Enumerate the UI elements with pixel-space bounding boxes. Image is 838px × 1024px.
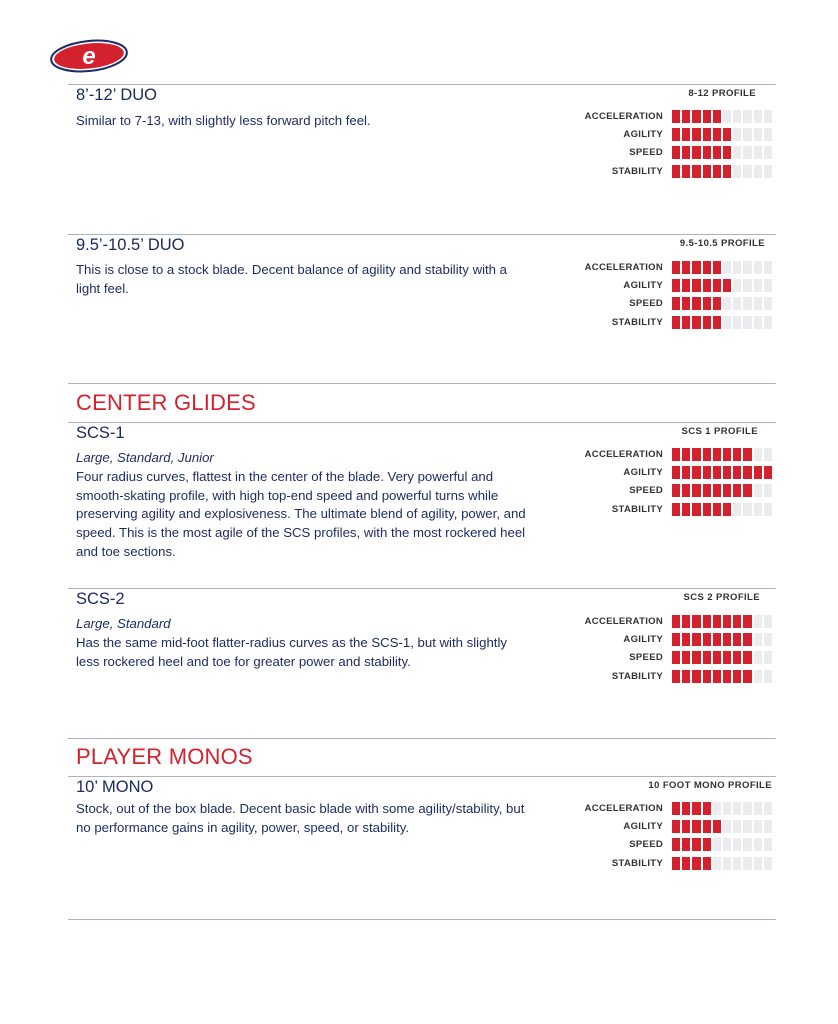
rating-label: SPEED <box>629 839 663 851</box>
rating-segment-empty <box>764 651 772 664</box>
rating-segment-filled <box>703 448 711 461</box>
rating-bar <box>672 297 772 310</box>
rating-label: ACCELERATION <box>584 616 663 627</box>
rating-segment-filled <box>692 651 700 664</box>
rating-segment-filled <box>672 670 680 683</box>
rating-bar <box>672 261 772 274</box>
divider <box>68 422 776 423</box>
rating-segment-filled <box>733 615 741 628</box>
rating-segment-empty <box>754 670 762 683</box>
rating-segment-filled <box>713 146 721 159</box>
rating-segment-empty <box>733 838 741 851</box>
rating-segment-filled <box>713 466 721 479</box>
rating-segment-empty <box>754 484 762 497</box>
entry-body <box>76 615 526 671</box>
brand-logo <box>49 38 129 74</box>
rating-segment-filled <box>713 316 721 329</box>
rating-segment-filled <box>672 146 680 159</box>
rating-segment-filled <box>682 316 690 329</box>
rating-segment-filled <box>723 448 731 461</box>
profile-title: 8-12 PROFILE <box>688 88 756 99</box>
rating-segment-filled <box>682 110 690 123</box>
rating-bar <box>672 633 772 646</box>
rating-bar <box>672 615 772 628</box>
rating-segment-filled <box>692 838 700 851</box>
rating-segment-empty <box>733 503 741 516</box>
entry-description: Has the same mid-foot flatter-radius curves as the SCS-1, but with slightly less rockered heel and toe for greater power and stability. <box>76 634 507 669</box>
rating-label: AGILITY <box>623 634 663 646</box>
rating-segment-filled <box>682 857 690 870</box>
rating-segment-empty <box>754 316 762 329</box>
rating-label: SPEED <box>629 485 663 497</box>
entry-description: Four radius curves, flattest in the center of the blade. Very powerful and smooth-skating profile, with high top-end speed and powerful turns while preserving agility and explosiveness. The ultimate blend of agility, power, and speed. This is the most agile of the SCS profiles, with the most rockered heel and toe sections. <box>76 468 526 559</box>
rating-segment-filled <box>713 503 721 516</box>
rating-segment-filled <box>672 466 680 479</box>
rating-segment-empty <box>754 633 762 646</box>
rating-segment-filled <box>713 615 721 628</box>
rating-segment-empty <box>733 316 741 329</box>
rating-segment-filled <box>692 615 700 628</box>
rating-segment-filled <box>692 165 700 178</box>
rating-segment-filled <box>703 802 711 815</box>
rating-segment-filled <box>672 165 680 178</box>
rating-segment-filled <box>703 261 711 274</box>
rating-segment-empty <box>764 128 772 141</box>
divider <box>68 738 776 739</box>
rating-segment-filled <box>713 279 721 292</box>
entry-body <box>76 112 526 131</box>
rating-segment-empty <box>743 316 751 329</box>
divider <box>68 234 776 235</box>
rating-segment-empty <box>743 165 751 178</box>
entry-title: 8’-12’ DUO <box>76 86 157 104</box>
divider <box>68 383 776 384</box>
rating-segment-filled <box>692 297 700 310</box>
rating-segment-filled <box>764 466 772 479</box>
entry-description: This is close to a stock blade. Decent balance of agility and stability with a light feel. <box>76 262 508 296</box>
rating-segment-empty <box>764 110 772 123</box>
rating-segment-filled <box>682 297 690 310</box>
rating-segment-filled <box>723 484 731 497</box>
rating-segment-empty <box>764 279 772 292</box>
rating-segment-empty <box>754 165 762 178</box>
rating-segment-filled <box>723 279 731 292</box>
profile-title: SCS 1 PROFILE <box>681 426 758 437</box>
rating-segment-filled <box>703 820 711 833</box>
section-title-center-glides: CENTER GLIDES <box>76 390 256 415</box>
rating-segment-filled <box>692 316 700 329</box>
rating-segment-filled <box>743 633 751 646</box>
rating-segment-empty <box>723 838 731 851</box>
rating-segment-filled <box>733 466 741 479</box>
rating-segment-filled <box>743 651 751 664</box>
rating-segment-filled <box>672 503 680 516</box>
rating-segment-filled <box>672 316 680 329</box>
rating-segment-filled <box>692 820 700 833</box>
rating-bar <box>672 146 772 159</box>
rating-segment-empty <box>723 110 731 123</box>
rating-segment-empty <box>764 838 772 851</box>
entry-title: 10’ MONO <box>76 778 154 796</box>
rating-segment-empty <box>743 128 751 141</box>
rating-segment-empty <box>713 802 721 815</box>
rating-segment-empty <box>723 857 731 870</box>
rating-segment-filled <box>733 651 741 664</box>
rating-segment-filled <box>713 670 721 683</box>
rating-segment-filled <box>682 146 690 159</box>
rating-segment-empty <box>743 802 751 815</box>
rating-bar <box>672 838 772 851</box>
rating-segment-filled <box>672 838 680 851</box>
rating-segment-filled <box>682 448 690 461</box>
rating-segment-empty <box>713 838 721 851</box>
rating-segment-filled <box>713 165 721 178</box>
entry-body <box>76 261 526 299</box>
rating-segment-filled <box>703 279 711 292</box>
rating-segment-filled <box>703 857 711 870</box>
profile-title: 9.5-10.5 PROFILE <box>679 238 765 249</box>
divider <box>68 588 776 589</box>
entry-description: Similar to 7-13, with slightly less forward pitch feel. <box>76 113 371 128</box>
entry-body <box>76 449 526 562</box>
rating-segment-filled <box>723 670 731 683</box>
rating-bar <box>672 128 772 141</box>
rating-segment-filled <box>692 110 700 123</box>
rating-label: ACCELERATION <box>584 449 663 460</box>
rating-label: SPEED <box>629 147 663 159</box>
rating-segment-filled <box>723 633 731 646</box>
rating-segment-filled <box>703 128 711 141</box>
rating-segment-empty <box>743 857 751 870</box>
rating-segment-filled <box>672 484 680 497</box>
rating-segment-empty <box>764 316 772 329</box>
rating-segment-empty <box>754 261 762 274</box>
rating-segment-filled <box>672 802 680 815</box>
rating-segment-filled <box>703 110 711 123</box>
rating-segment-filled <box>703 484 711 497</box>
entry-subtitle: Large, Standard <box>76 616 171 631</box>
rating-segment-empty <box>764 448 772 461</box>
entry-title: SCS-1 <box>76 424 125 442</box>
rating-bar <box>672 279 772 292</box>
rating-label: ACCELERATION <box>584 262 663 273</box>
rating-segment-empty <box>733 110 741 123</box>
rating-segment-empty <box>723 297 731 310</box>
rating-segment-filled <box>723 615 731 628</box>
rating-segment-filled <box>703 651 711 664</box>
rating-segment-filled <box>713 110 721 123</box>
rating-label: ACCELERATION <box>584 111 663 122</box>
rating-segment-empty <box>754 297 762 310</box>
rating-segment-filled <box>682 279 690 292</box>
rating-segment-empty <box>754 651 762 664</box>
divider <box>68 919 776 920</box>
rating-segment-empty <box>743 261 751 274</box>
rating-segment-empty <box>754 279 762 292</box>
rating-segment-filled <box>682 615 690 628</box>
rating-segment-filled <box>703 466 711 479</box>
rating-segment-filled <box>692 261 700 274</box>
entry-subtitle: Large, Standard, Junior <box>76 450 214 465</box>
rating-segment-empty <box>764 670 772 683</box>
rating-segment-empty <box>764 484 772 497</box>
rating-segment-filled <box>682 802 690 815</box>
rating-segment-empty <box>733 820 741 833</box>
rating-segment-filled <box>682 651 690 664</box>
rating-segment-filled <box>682 484 690 497</box>
rating-segment-filled <box>723 651 731 664</box>
rating-segment-empty <box>754 838 762 851</box>
rating-segment-filled <box>703 670 711 683</box>
rating-segment-filled <box>703 165 711 178</box>
rating-segment-empty <box>764 802 772 815</box>
rating-segment-empty <box>723 802 731 815</box>
rating-bar <box>672 110 772 123</box>
rating-segment-empty <box>764 261 772 274</box>
rating-segment-empty <box>733 857 741 870</box>
rating-segment-empty <box>733 146 741 159</box>
rating-label: STABILITY <box>611 316 663 328</box>
rating-segment-filled <box>713 448 721 461</box>
rating-segment-empty <box>743 279 751 292</box>
rating-segment-empty <box>743 503 751 516</box>
rating-segment-filled <box>713 820 721 833</box>
rating-segment-filled <box>703 297 711 310</box>
rating-segment-empty <box>733 279 741 292</box>
rating-segment-filled <box>713 128 721 141</box>
rating-segment-filled <box>723 503 731 516</box>
rating-label: SPEED <box>629 298 663 310</box>
rating-segment-filled <box>703 316 711 329</box>
rating-segment-filled <box>743 448 751 461</box>
rating-segment-filled <box>692 670 700 683</box>
rating-segment-filled <box>672 261 680 274</box>
rating-bar <box>672 484 772 497</box>
rating-segment-filled <box>743 670 751 683</box>
rating-segment-filled <box>682 261 690 274</box>
rating-segment-empty <box>743 297 751 310</box>
rating-segment-filled <box>672 857 680 870</box>
rating-bar <box>672 651 772 664</box>
rating-segment-filled <box>733 448 741 461</box>
rating-bar <box>672 165 772 178</box>
profile-title: SCS 2 PROFILE <box>683 592 760 603</box>
rating-segment-filled <box>672 448 680 461</box>
rating-segment-empty <box>764 633 772 646</box>
rating-segment-filled <box>713 633 721 646</box>
rating-segment-empty <box>764 297 772 310</box>
rating-segment-empty <box>733 165 741 178</box>
rating-segment-filled <box>733 670 741 683</box>
rating-segment-empty <box>764 820 772 833</box>
rating-segment-empty <box>723 316 731 329</box>
rating-segment-filled <box>692 484 700 497</box>
entry-description: Stock, out of the box blade. Decent basic blade with some agility/stability, but no performance gains in agility, power, speed, or stability. <box>76 801 525 835</box>
rating-segment-empty <box>743 838 751 851</box>
rating-bar <box>672 802 772 815</box>
rating-segment-empty <box>743 820 751 833</box>
brand-logo-letter: e <box>82 43 96 70</box>
rating-label: AGILITY <box>623 467 663 479</box>
rating-segment-empty <box>743 110 751 123</box>
rating-segment-filled <box>713 484 721 497</box>
rating-label: STABILITY <box>611 503 663 515</box>
rating-segment-filled <box>723 128 731 141</box>
profile-title: 10 FOOT MONO PROFILE <box>648 780 772 791</box>
rating-segment-filled <box>672 297 680 310</box>
rating-label: AGILITY <box>623 280 663 292</box>
rating-label: AGILITY <box>623 129 663 141</box>
rating-segment-filled <box>703 146 711 159</box>
rating-segment-empty <box>764 146 772 159</box>
rating-segment-filled <box>723 466 731 479</box>
rating-segment-empty <box>754 857 762 870</box>
rating-bar <box>672 820 772 833</box>
section-title-player-monos: PLAYER MONOS <box>76 744 253 769</box>
rating-segment-empty <box>743 146 751 159</box>
rating-segment-filled <box>682 838 690 851</box>
rating-segment-filled <box>682 633 690 646</box>
rating-segment-filled <box>713 297 721 310</box>
rating-segment-filled <box>713 261 721 274</box>
rating-segment-empty <box>723 261 731 274</box>
rating-segment-filled <box>692 802 700 815</box>
rating-segment-filled <box>743 466 751 479</box>
entry-body <box>76 800 526 838</box>
rating-segment-filled <box>743 615 751 628</box>
rating-label: SPEED <box>629 652 663 664</box>
rating-segment-filled <box>743 484 751 497</box>
rating-segment-filled <box>692 503 700 516</box>
rating-segment-empty <box>754 820 762 833</box>
rating-segment-filled <box>713 651 721 664</box>
rating-segment-empty <box>713 857 721 870</box>
rating-segment-filled <box>703 615 711 628</box>
rating-label: STABILITY <box>611 165 663 177</box>
rating-segment-filled <box>733 633 741 646</box>
rating-segment-filled <box>682 670 690 683</box>
rating-segment-empty <box>754 448 762 461</box>
rating-segment-empty <box>764 165 772 178</box>
rating-segment-empty <box>764 615 772 628</box>
rating-segment-filled <box>672 110 680 123</box>
rating-segment-filled <box>672 633 680 646</box>
rating-segment-filled <box>682 820 690 833</box>
rating-segment-filled <box>723 146 731 159</box>
rating-bar <box>672 670 772 683</box>
entry-title: SCS-2 <box>76 590 125 608</box>
rating-bar <box>672 857 772 870</box>
rating-segment-filled <box>672 820 680 833</box>
rating-label: STABILITY <box>611 857 663 869</box>
rating-segment-filled <box>692 128 700 141</box>
rating-segment-empty <box>754 128 762 141</box>
rating-segment-filled <box>723 165 731 178</box>
rating-segment-empty <box>733 297 741 310</box>
rating-segment-empty <box>764 503 772 516</box>
rating-segment-filled <box>672 279 680 292</box>
rating-segment-empty <box>754 615 762 628</box>
divider <box>68 84 776 85</box>
rating-segment-empty <box>754 503 762 516</box>
rating-segment-empty <box>754 110 762 123</box>
rating-segment-filled <box>703 633 711 646</box>
rating-segment-filled <box>692 146 700 159</box>
rating-segment-filled <box>672 128 680 141</box>
rating-segment-empty <box>754 146 762 159</box>
rating-bar <box>672 466 772 479</box>
rating-segment-filled <box>692 448 700 461</box>
rating-segment-filled <box>692 279 700 292</box>
rating-segment-filled <box>692 466 700 479</box>
rating-label: ACCELERATION <box>584 803 663 814</box>
rating-segment-filled <box>672 651 680 664</box>
rating-segment-filled <box>682 466 690 479</box>
rating-segment-filled <box>682 503 690 516</box>
rating-segment-empty <box>733 802 741 815</box>
rating-segment-empty <box>764 857 772 870</box>
rating-label: AGILITY <box>623 821 663 833</box>
rating-bar <box>672 316 772 329</box>
rating-bar <box>672 503 772 516</box>
rating-segment-empty <box>733 128 741 141</box>
rating-segment-filled <box>703 503 711 516</box>
rating-segment-filled <box>672 615 680 628</box>
rating-segment-filled <box>692 633 700 646</box>
rating-bar <box>672 448 772 461</box>
rating-segment-filled <box>682 128 690 141</box>
rating-segment-filled <box>733 484 741 497</box>
rating-segment-empty <box>754 802 762 815</box>
rating-segment-filled <box>692 857 700 870</box>
rating-segment-filled <box>703 838 711 851</box>
rating-segment-filled <box>754 466 762 479</box>
rating-segment-empty <box>733 261 741 274</box>
rating-label: STABILITY <box>611 670 663 682</box>
entry-title: 9.5’-10.5’ DUO <box>76 236 185 254</box>
rating-segment-filled <box>682 165 690 178</box>
rating-segment-empty <box>723 820 731 833</box>
divider <box>68 776 776 777</box>
